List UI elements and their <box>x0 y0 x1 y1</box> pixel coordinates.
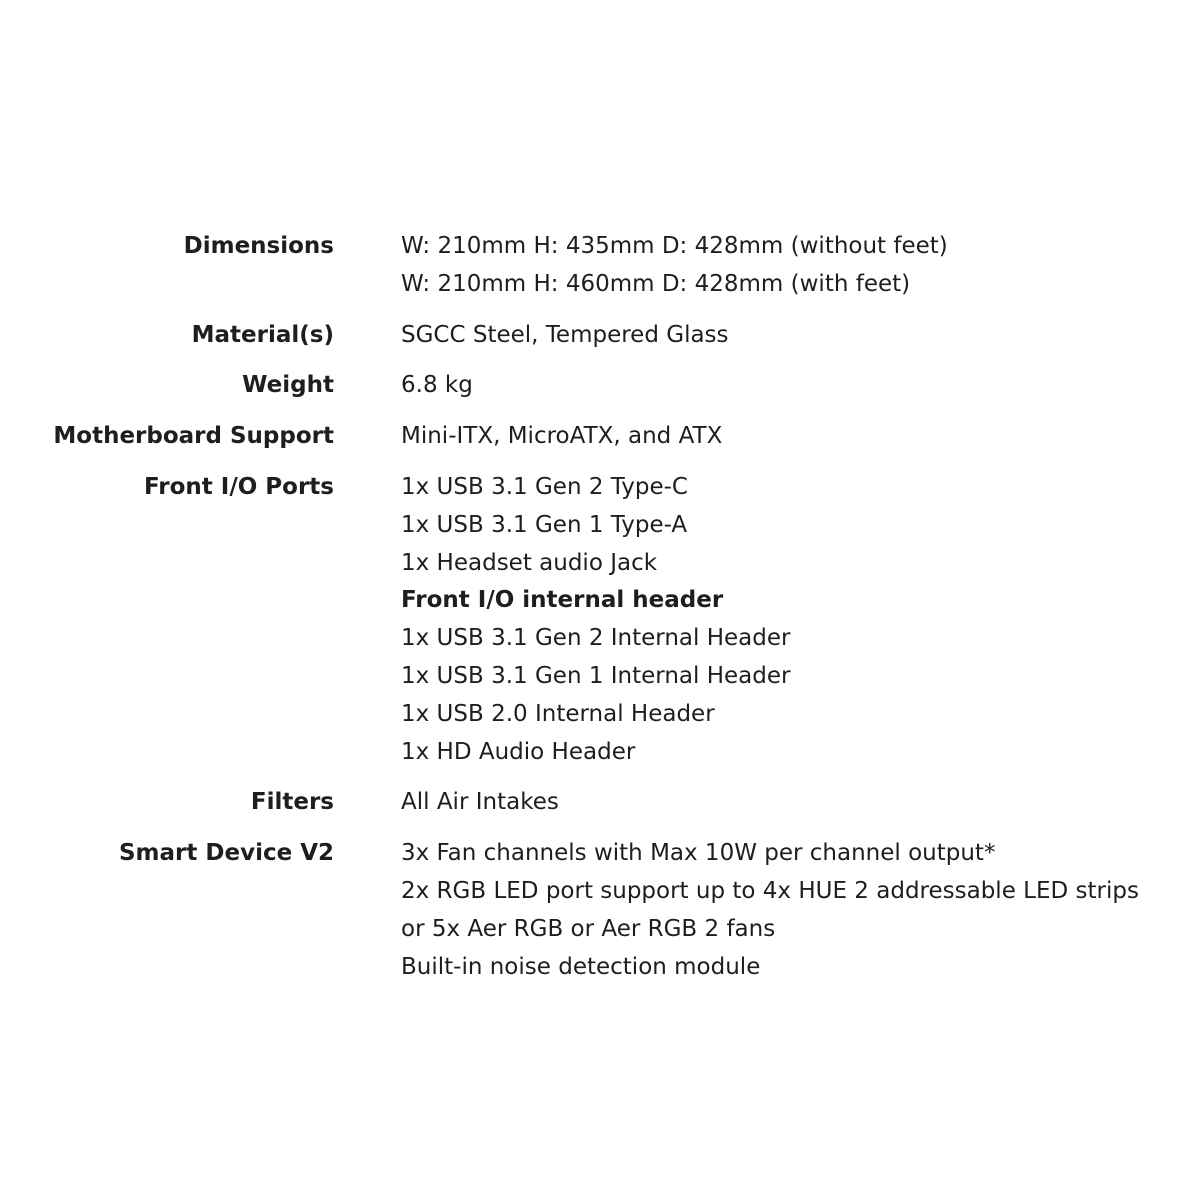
spec-row-motherboard-support <box>0 418 1200 456</box>
spec-row-front-io-ports <box>0 469 1200 771</box>
spec-values <box>401 835 1139 986</box>
spec-label: Filters <box>250 789 334 816</box>
spec-label: Weight <box>242 372 334 399</box>
spec-value-line: or 5x Aer RGB or Aer RGB 2 fans <box>401 915 776 942</box>
spec-label: Front I/O Ports <box>144 473 334 500</box>
spec-value-line: 1x USB 3.1 Gen 1 Type-A <box>401 511 688 538</box>
spec-value-line: 1x USB 3.1 Gen 2 Internal Header <box>401 625 791 652</box>
spec-values <box>401 469 790 771</box>
spec-label: Motherboard Support <box>53 423 334 450</box>
spec-value-line: 3x Fan channels with Max 10W per channel output* <box>401 840 996 867</box>
spec-value-line: SGCC Steel, Tempered Glass <box>401 321 729 348</box>
spec-row-dimensions <box>0 228 1200 304</box>
spec-value-line: 1x USB 3.1 Gen 1 Internal Header <box>401 662 791 689</box>
spec-value-line: 1x HD Audio Header <box>401 738 636 765</box>
spec-label: Smart Device V2 <box>118 840 334 867</box>
spec-row-materials <box>0 317 1200 355</box>
spec-values <box>401 367 473 405</box>
spec-value-line: W: 210mm H: 460mm D: 428mm (with feet) <box>401 270 911 297</box>
spec-value-line: All Air Intakes <box>401 789 559 816</box>
spec-value-line: 1x Headset audio Jack <box>401 549 658 576</box>
spec-values <box>401 317 729 355</box>
spec-sub-heading: Front I/O internal header <box>401 587 724 614</box>
spec-value-line: W: 210mm H: 435mm D: 428mm (without feet) <box>401 233 948 259</box>
spec-label: Dimensions <box>183 233 334 259</box>
spec-row-weight <box>0 367 1200 405</box>
spec-value-line: Mini-ITX, MicroATX, and ATX <box>401 423 723 450</box>
spec-values <box>401 418 722 456</box>
spec-value-line: 1x USB 2.0 Internal Header <box>401 700 715 727</box>
spec-value-line: Built-in noise detection module <box>401 953 761 980</box>
spec-table <box>0 228 1200 986</box>
spec-value-line: 6.8 kg <box>401 372 473 399</box>
spec-value-line: 1x USB 3.1 Gen 2 Type-C <box>401 473 688 500</box>
spec-value-line: 2x RGB LED port support up to 4x HUE 2 addressable LED strips <box>401 877 1139 904</box>
spec-values <box>401 228 948 304</box>
spec-row-smart-device <box>0 835 1200 986</box>
spec-row-filters <box>0 784 1200 822</box>
spec-values <box>401 784 559 822</box>
spec-label: Material(s) <box>191 321 334 348</box>
